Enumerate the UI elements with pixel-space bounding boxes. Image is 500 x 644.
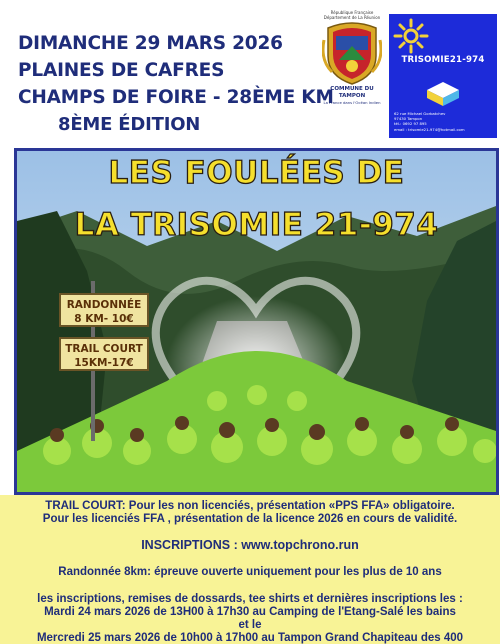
crest-subtitle: La France dans l'Océan Indien [323, 100, 381, 105]
association-phone: tél.: 0692 97 895 [394, 121, 427, 127]
association-name: TRISOMIE21-974 [401, 55, 485, 65]
randonnee-sign-title: RANDONNÉE [66, 299, 142, 311]
dossards-date2: Mercredi 25 mars 2026 de 10h00 à 17h00 au Tampon Grand Chapiteau des 400 [36, 632, 464, 644]
header [0, 0, 500, 148]
event-venue: CHAMPS DE FOIRE - 28ÈME KM [18, 87, 334, 108]
trail-sign [59, 337, 149, 371]
trail-rule-line1: TRAIL COURT: Pour les non licenciés, présentation «PPS FFA» obligatoire. [45, 500, 455, 512]
randonnee-rule: Randonnée 8km: épreuve ouverte uniquement pour les plus de 10 ans [58, 566, 442, 578]
trail-sign-price: 15KM-17€ [74, 357, 134, 369]
event-place: PLAINES DE CAFRES [18, 60, 225, 81]
poster-title-line1: LES FOULÉES DE [108, 155, 405, 191]
event-edition: 8ÈME ÉDITION [58, 114, 201, 135]
event-info [0, 495, 500, 644]
crest-top-text: République Française Département de La Réunion [323, 10, 381, 20]
coat-of-arms-icon [322, 20, 382, 86]
association-contact [394, 111, 494, 132]
randonnee-sign [59, 293, 149, 327]
event-details [18, 30, 334, 138]
inscriptions-link: INSCRIPTIONS : www.topchrono.run [141, 538, 359, 552]
dossards-date1: Mardi 24 mars 2026 de 13H00 à 17h30 au Camping de l'Etang-Salé les bains [44, 606, 456, 618]
dossards-and: et le [238, 619, 262, 631]
trail-sign-title: TRAIL COURT [65, 343, 143, 355]
event-photo-panel [14, 148, 499, 495]
sun-icon [393, 18, 429, 54]
crest-name: COMMUNE DU TAMPON [330, 86, 374, 99]
trail-rule-line2: Pour les licenciés FFA , présentation de la licence 2026 en cours de validité. [42, 513, 458, 525]
association-city: 97430 Tampon [394, 116, 423, 122]
association-address: 62 rue Michael Gorbatchev [394, 111, 446, 116]
dossards-intro: les inscriptions, remises de dossards, tee shirts et dernières inscriptions les : [37, 593, 463, 605]
poster-title-line2: LA TRISOMIE 21-974 [74, 207, 439, 243]
randonnee-sign-price: 8 KM- 10€ [74, 313, 134, 325]
cube-logo-icon [424, 80, 462, 108]
commune-crest [318, 10, 386, 108]
event-date: DIMANCHE 29 MARS 2026 [18, 33, 283, 54]
association-email: email : trisomie21-974@hotmail.com [394, 126, 465, 132]
association-logo-box [389, 14, 497, 138]
